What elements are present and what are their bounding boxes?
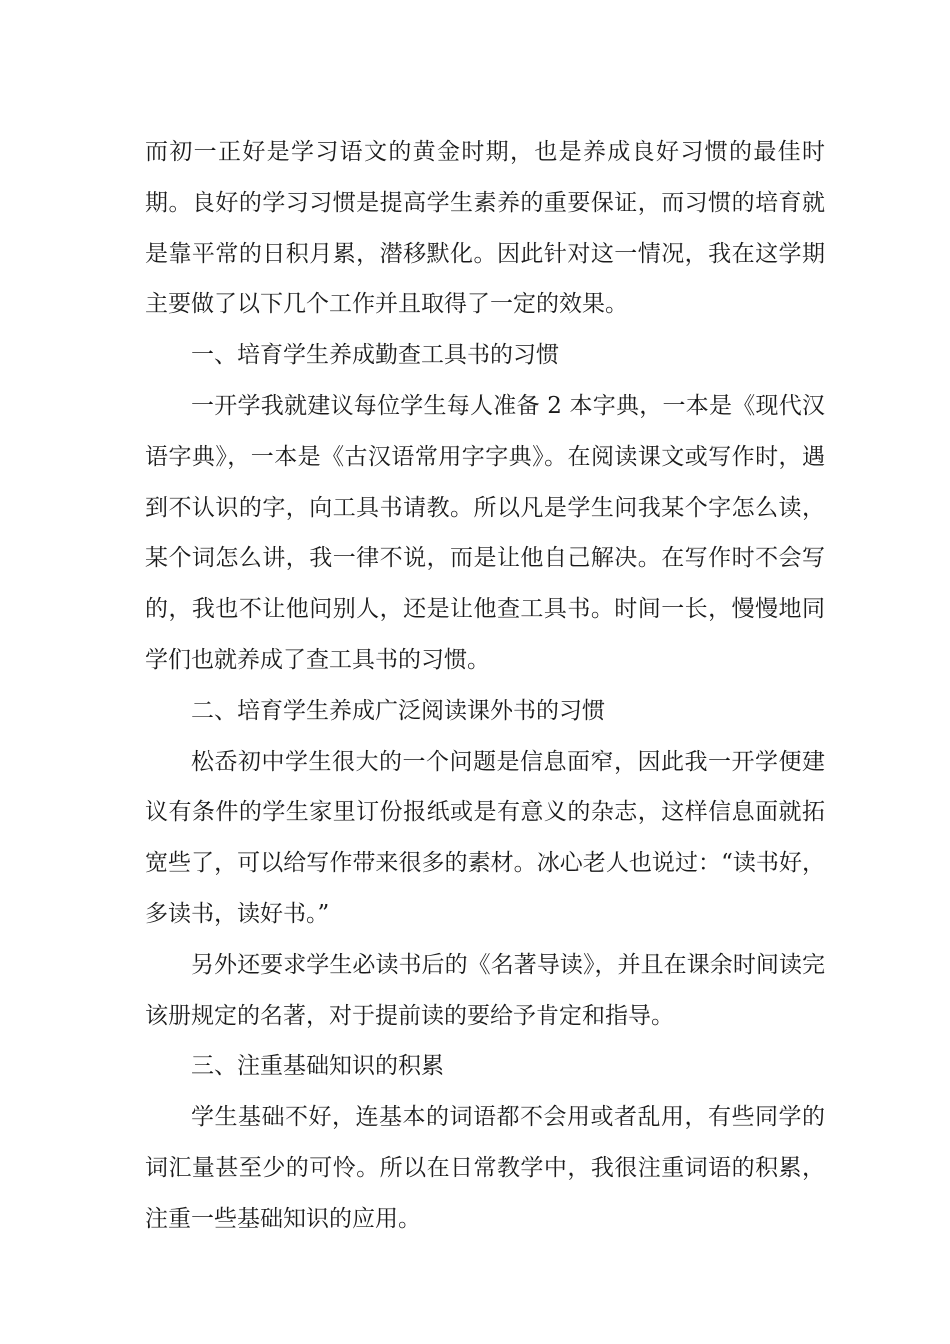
section-heading-3: 三、注重基础知识的积累 xyxy=(191,1053,444,1080)
paragraph-section-3: 学生基础不好，连基本的词语都不会用或者乱用，有些同学的词汇量甚至少的可怜。所以在日常教学中，我很注重词语的积累，注重一些基础知识的应用。 xyxy=(145,1104,825,1232)
paragraph-section-1: 一开学我就建议每位学生每人准备 2 本字典，一本是《现代汉语字典》，一本是《古汉语常用字字典》。在阅读课文或写作时，遇到不认识的字，向工具书请教。所以凡是学生问我某个字怎么读，某个词怎么讲，我一律不说，而是让他自己解决。在写作时不会写的，我也不让他问别人，还是让他查工具书。时间一长，慢慢地同学们也就养成了查工具书的习惯。 xyxy=(145,392,825,673)
document-body xyxy=(145,127,825,1245)
section-heading-2: 二、培育学生养成广泛阅读课外书的习惯 xyxy=(191,697,605,724)
paragraph-section-2a: 松岙初中学生很大的一个问题是信息面窄，因此我一开学便建议有条件的学生家里订份报纸或是有意义的杂志，这样信息面就拓宽些了，可以给写作带来很多的素材。冰心老人也说过：“读书好，多读书，读好书。” xyxy=(145,748,825,927)
paragraph-section-2b: 另外还要求学生必读书后的《名著导读》，并且在课余时间读完该册规定的名著，对于提前读的要给予肯定和指导。 xyxy=(145,951,825,1029)
paragraph-intro: 而初一正好是学习语文的黄金时期，也是养成良好习惯的最佳时期。良好的学习习惯是提高学生素养的重要保证，而习惯的培育就是靠平常的日积月累，潜移默化。因此针对这一情况，我在这学期主要做了以下几个工作并且取得了一定的效果。 xyxy=(145,139,825,318)
section-heading-1: 一、培育学生养成勤查工具书的习惯 xyxy=(191,342,559,369)
